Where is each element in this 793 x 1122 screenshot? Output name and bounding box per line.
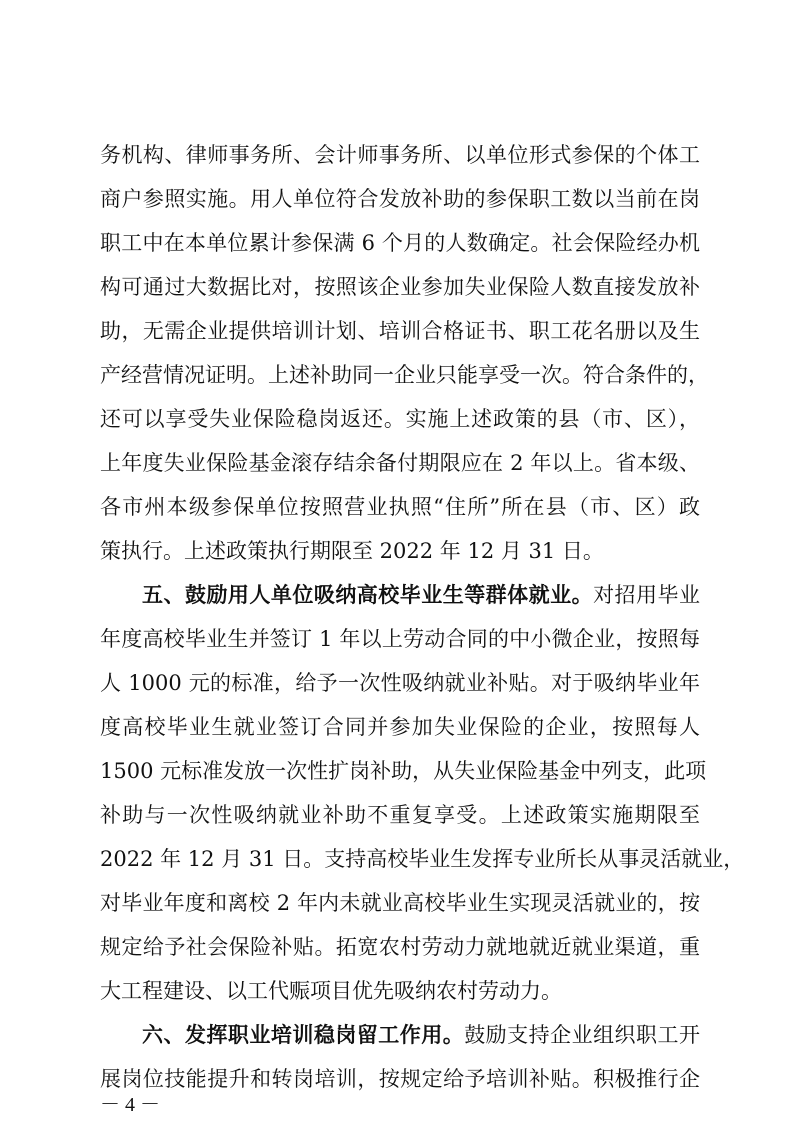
paragraph-line: 务机构、律师事务所、会计师事务所、以单位形式参保的个体工 [100, 143, 700, 167]
paragraph-line: 人 1000 元的标准，给予一次性吸纳就业补贴。对于吸纳毕业年 [100, 671, 700, 695]
paragraph-line: 职工中在本单位累计参保满 6 个月的人数确定。社会保险经办机 [100, 231, 700, 255]
paragraph-line: 2022 年 12 月 31 日。支持高校毕业生发挥专业所长从事灵活就业， [100, 847, 745, 871]
paragraph-line: 对毕业年度和离校 2 年内未就业高校毕业生实现灵活就业的，按 [100, 891, 700, 915]
paragraph-line: 助，无需企业提供培训计划、培训合格证书、职工花名册以及生 [100, 319, 700, 343]
paragraph-line: 构可通过大数据比对，按照该企业参加失业保险人数直接发放补 [100, 275, 700, 299]
paragraph-line: 年度高校毕业生并签订 1 年以上劳动合同的中小微企业，按照每 [100, 627, 700, 651]
page-number: － 4 － [100, 1094, 160, 1116]
section-five-first-line [142, 573, 700, 617]
paragraph-line: 上年度失业保险基金滚存结余备付期限应在 2 年以上。省本级、 [100, 451, 700, 475]
paragraph-line: 规定给予社会保险补贴。拓宽农村劳动力就地就近就业渠道，重 [100, 935, 700, 959]
paragraph-line: 还可以享受失业保险稳岗返还。实施上述政策的县（市、区）， [100, 407, 700, 431]
section-five-first-line-text: 对招用毕业 [593, 583, 700, 607]
paragraph-line: 度高校毕业生就业签订合同并参加失业保险的企业，按照每人 [100, 715, 700, 739]
paragraph-line: 1500 元标准发放一次性扩岗补助，从失业保险基金中列支，此项 [100, 759, 707, 783]
paragraph-line: 策执行。上述政策执行期限至 2022 年 12 月 31 日。 [100, 539, 604, 563]
section-six-heading: 六、发挥职业培训稳岗留工作用。 [142, 1023, 465, 1047]
paragraph-line: 展岗位技能提升和转岗培训，按规定给予培训补贴。积极推行企 [100, 1067, 700, 1091]
paragraph-line: 产经营情况证明。上述补助同一企业只能享受一次。符合条件的， [100, 363, 709, 387]
section-six-first-line [142, 1013, 700, 1057]
paragraph-line: 各市州本级参保单位按照营业执照“住所”所在县（市、区）政 [100, 495, 700, 519]
paragraph-line: 商户参照实施。用人单位符合发放补助的参保职工数以当前在岗 [100, 187, 700, 211]
paragraph-line: 补助与一次性吸纳就业补助不重复享受。上述政策实施期限至 [100, 803, 700, 827]
paragraph-line: 大工程建设、以工代赈项目优先吸纳农村劳动力。 [100, 979, 562, 1003]
section-five-heading: 五、鼓励用人单位吸纳高校毕业生等群体就业。 [142, 583, 594, 607]
section-six-first-line-text: 鼓励支持企业组织职工开 [464, 1023, 701, 1047]
